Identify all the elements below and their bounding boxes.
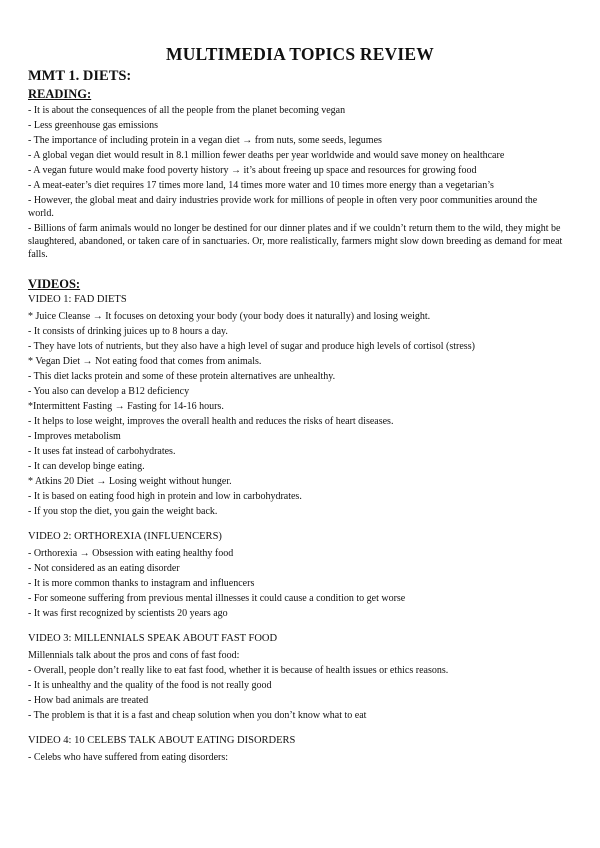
video-1-item: - It uses fat instead of carbohydrates.	[28, 446, 176, 457]
video-3-title: VIDEO 3: MILLENNIALS SPEAK ABOUT FAST FOOD	[28, 633, 278, 644]
video-1-item: *Intermittent Fasting → Fasting for 14-16 hours.	[28, 401, 224, 412]
reading-item: - The importance of including protein in a vegan diet → from nuts, some seeds, legumes	[28, 135, 382, 146]
video-2-title: VIDEO 2: ORTHOREXIA (INFLUENCERS)	[28, 531, 222, 542]
video-2-item: - It is more common thanks to instagram and influencers	[28, 578, 255, 589]
video-2-item: - For someone suffering from previous mental illnesses it could cause a condition to get worse	[28, 593, 406, 604]
section-heading: MMT 1. DIETS:	[28, 68, 132, 84]
video-3-item: - It is unhealthy and the quality of the food is not really good	[28, 680, 272, 691]
video-1-item: - Improves metabolism	[28, 431, 121, 442]
video-1-title: VIDEO 1: FAD DIETS	[28, 294, 127, 305]
reading-heading: READING:	[28, 87, 92, 101]
reading-item: - Billions of farm animals would no longer be destined for our dinner plates and if we couldn’t return them to the wild, they might be slaughtered, abandoned, or taken care of in sanctuaries. Or, more realistically, farmers might slow down breeding as demand for meat falls.	[28, 223, 563, 260]
page-title: MULTIMEDIA TOPICS REVIEW	[165, 44, 435, 64]
reading-item: - A vegan future would make food poverty history → it’s about freeing up space and resources for growing food	[28, 165, 477, 176]
video-1-item: - It is based on eating food high in protein and low in carbohydrates.	[28, 491, 302, 502]
reading-item: - Less greenhouse gas emissions	[28, 120, 158, 131]
video-4-title: VIDEO 4: 10 CELEBS TALK ABOUT EATING DISORDERS	[28, 735, 296, 746]
video-2-item: - It was first recognized by scientists 20 years ago	[28, 608, 228, 619]
video-1-item: * Juice Cleanse → It focuses on detoxing your body (your body does it naturally) and losing weight.	[28, 311, 431, 322]
video-1-item: - It helps to lose weight, improves the overall health and reduces the risks of heart diseases.	[28, 416, 394, 427]
video-3-item: - How bad animals are treated	[28, 695, 149, 706]
video-3-item: - Overall, people don’t really like to eat fast food, whether it is because of health issues or ethics reasons.	[28, 665, 449, 676]
video-1-item: - It consists of drinking juices up to 8 hours a day.	[28, 326, 228, 337]
reading-item: - A global vegan diet would result in 8.1 million fewer deaths per year worldwide and would save money on healthcare	[28, 150, 505, 161]
video-3-item: Millennials talk about the pros and cons of fast food:	[28, 650, 240, 661]
video-1-item: - This diet lacks protein and some of these protein alternatives are unhealthy.	[28, 371, 336, 382]
video-1-item: - They have lots of nutrients, but they also have a high level of sugar and produce high levels of cortisol (stress)	[28, 341, 475, 352]
video-1-item: - It can develop binge eating.	[28, 461, 145, 472]
video-3-item: - The problem is that it is a fast and cheap solution when you don’t know what to eat	[28, 710, 367, 721]
videos-heading: VIDEOS:	[28, 277, 81, 291]
reading-item: - However, the global meat and dairy industries provide work for millions of people in often very poor communities around the world.	[28, 195, 538, 219]
reading-item: - A meat-eater’s diet requires 17 times more land, 14 times more water and 10 times more energy than a vegetarian’s	[28, 180, 494, 191]
video-2-item: - Not considered as an eating disorder	[28, 563, 180, 574]
video-1-item: * Atkins 20 Diet → Losing weight without hunger.	[28, 476, 232, 487]
video-4-item: - Celebs who have suffered from eating disorders:	[28, 752, 229, 763]
video-2-item: - Orthorexia → Obsession with eating healthy food	[28, 548, 234, 559]
video-1-item: - You also can develop a B12 deficiency	[28, 386, 190, 397]
reading-item: - It is about the consequences of all the people from the planet becoming vegan	[28, 105, 346, 116]
video-1-item: * Vegan Diet → Not eating food that comes from animals.	[28, 356, 262, 367]
video-1-item: - If you stop the diet, you gain the weight back.	[28, 506, 218, 517]
